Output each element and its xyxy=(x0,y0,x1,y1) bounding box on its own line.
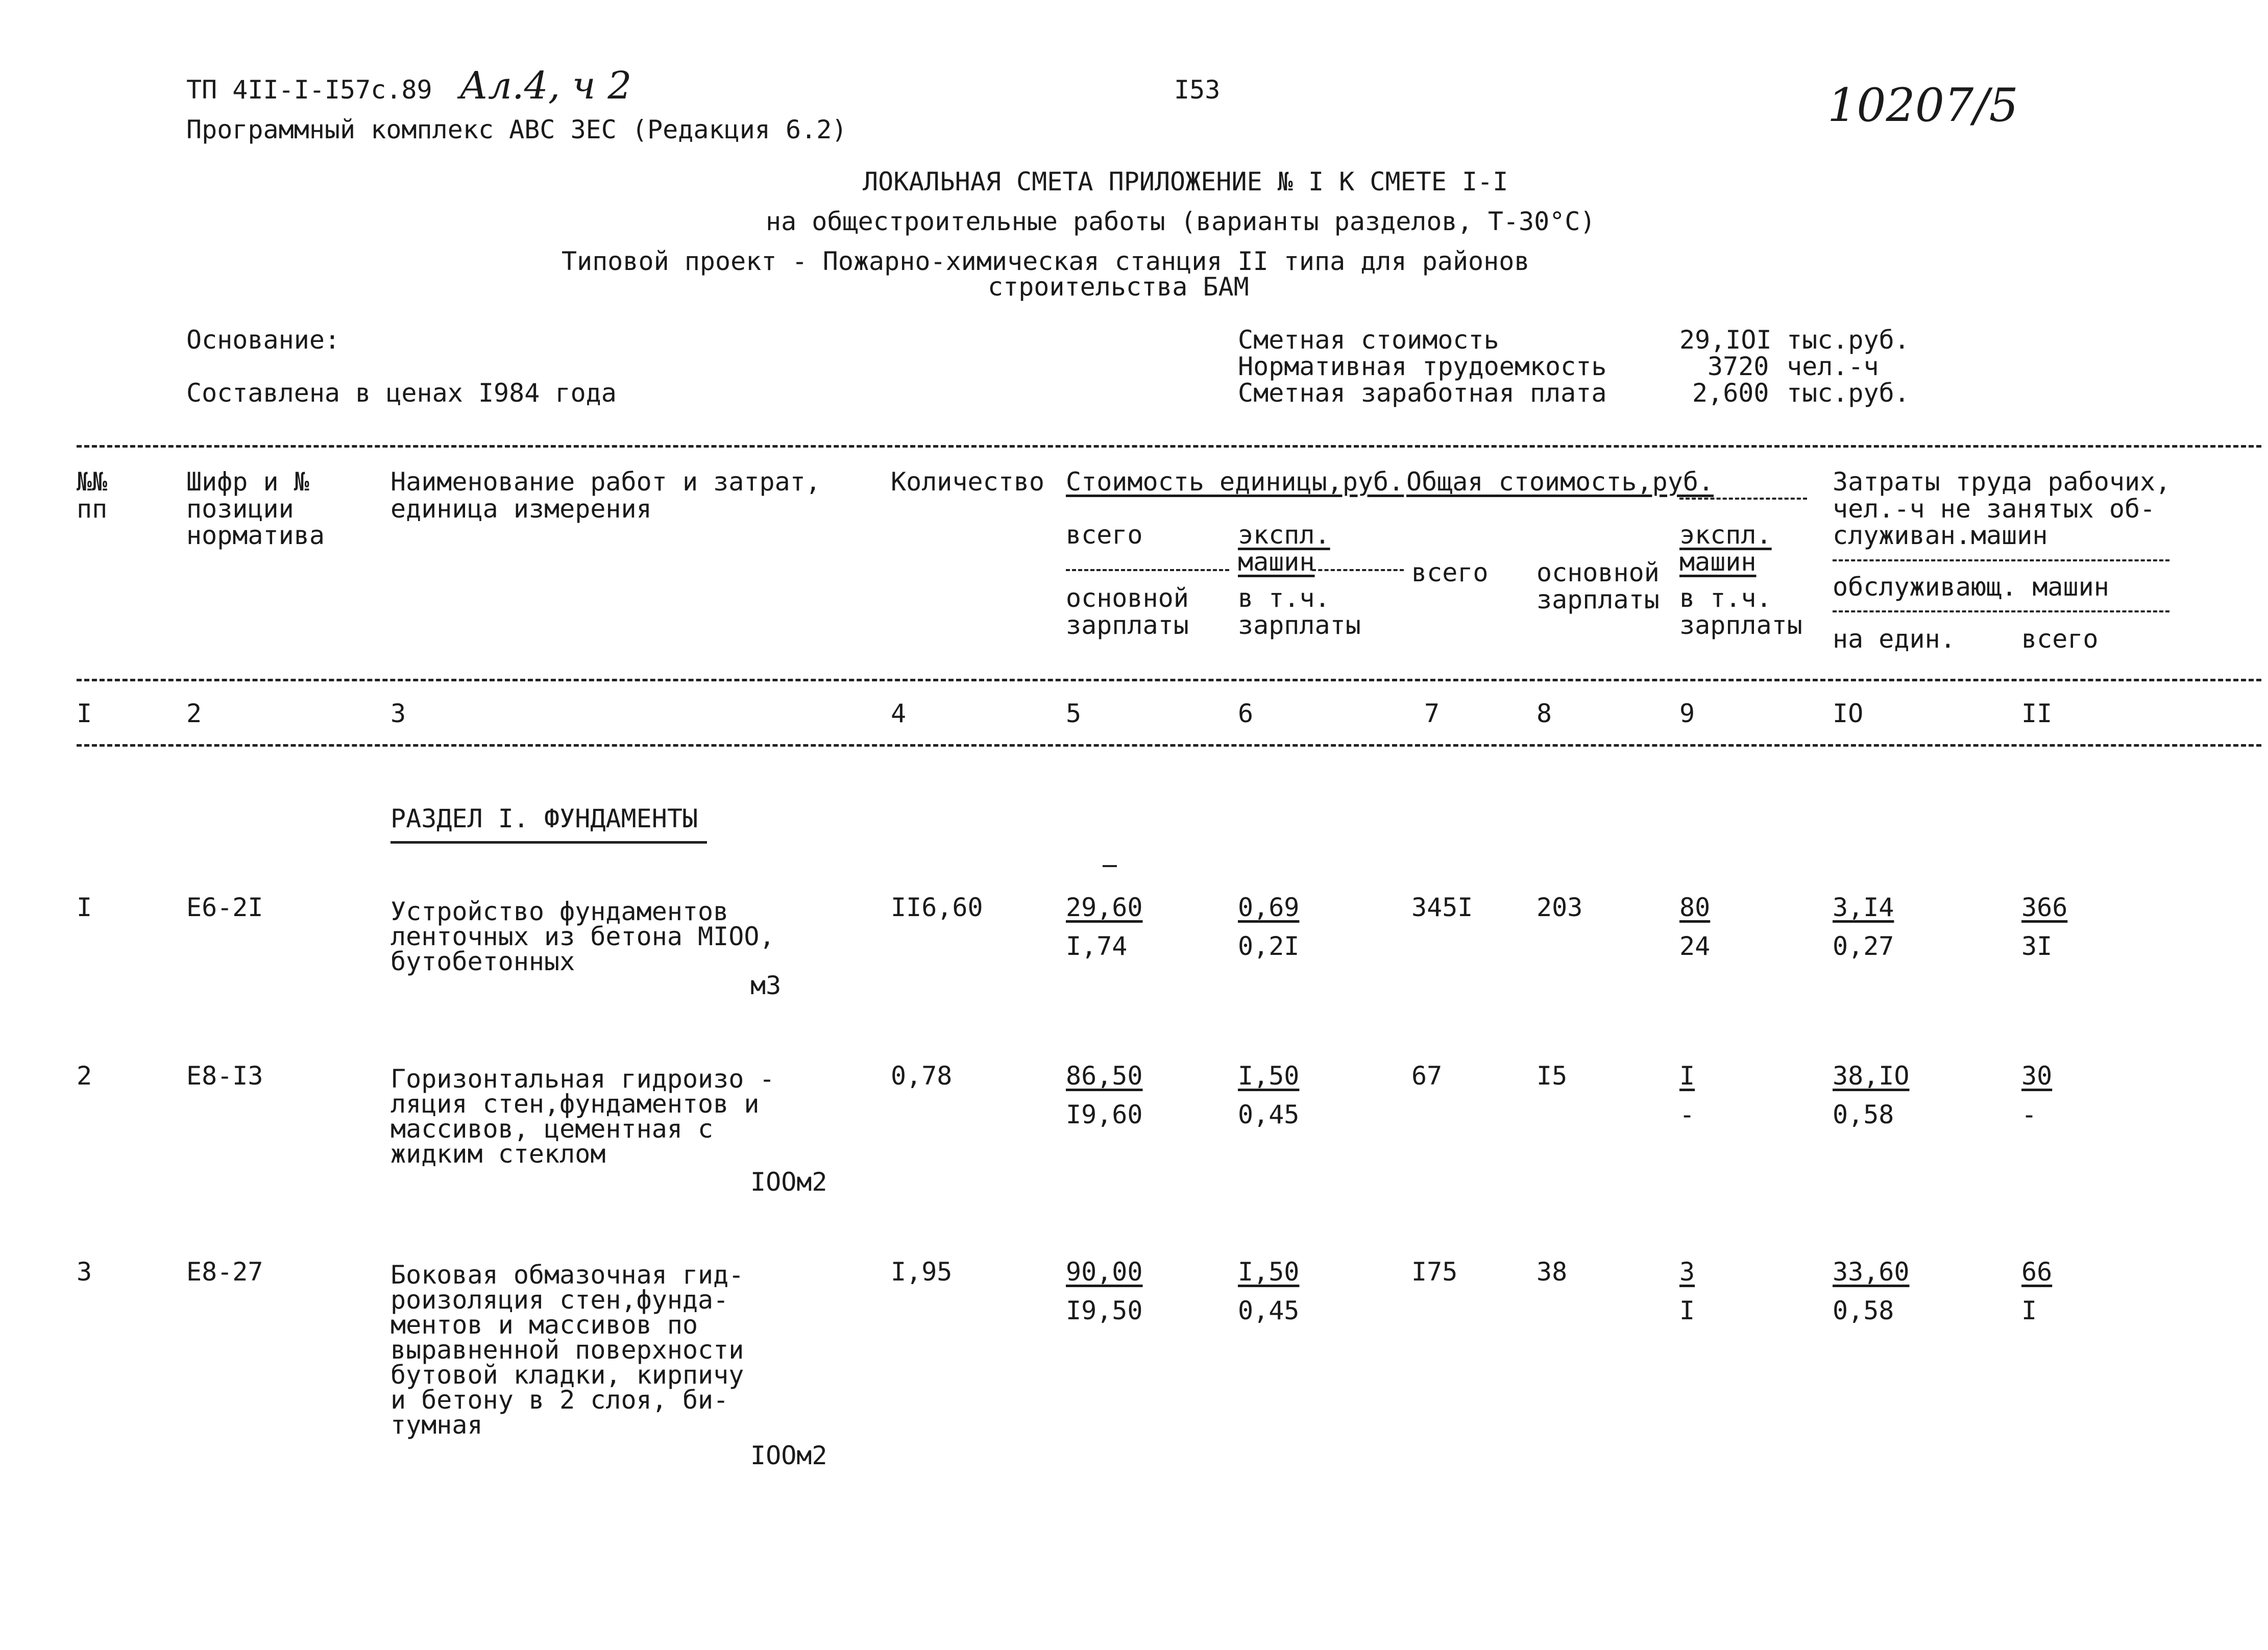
col-header-labor-group: Затраты труда рабочих, чел.-ч не занятых об- служиван.машин xyxy=(1833,467,2171,550)
col-header-number: №№ пп xyxy=(77,467,108,524)
section-title: РАЗДЕЛ I. ФУНДАМЕНТЫ xyxy=(391,804,698,833)
row-labor-total: 366 xyxy=(2021,893,2068,922)
row-code: Е8-I3 xyxy=(186,1061,263,1091)
col-header-11-total: всего xyxy=(2021,624,2099,654)
col-header-code: Шифр и № позиции норматива xyxy=(186,467,325,550)
row-total-wage: 203 xyxy=(1537,893,1583,922)
row-unit-cost-total: 29,60 xyxy=(1066,893,1143,922)
row-unit-cost-wage: I9,50 xyxy=(1066,1296,1143,1325)
row-unit-cost-total: 90,00 xyxy=(1066,1257,1143,1287)
col-header-quantity: Количество xyxy=(891,467,1045,497)
row-quantity: I,95 xyxy=(891,1257,953,1287)
summary-label-wage: Сметная заработная плата xyxy=(1238,378,1607,408)
row-labor-total: 66 xyxy=(2021,1257,2053,1287)
col-header-9-machines: экспл. машин xyxy=(1679,520,1772,577)
row-number: 3 xyxy=(77,1257,92,1287)
col-number: 2 xyxy=(186,699,202,728)
row-labor-total-machines: - xyxy=(2021,1100,2037,1129)
col-number: 8 xyxy=(1537,699,1552,728)
doc-code: ТП 4II-I-I57с.89 xyxy=(186,75,432,105)
row-name: Горизонтальная гидроизо - ляция стен,фундаментов и массивов, цементная с жидким стеклом xyxy=(391,1064,775,1169)
software-line: Программный комплекс АВС 3ЕС (Редакция 6.2) xyxy=(186,115,847,144)
row-total-machines-wage: 24 xyxy=(1679,931,1711,961)
col-header-5-wage: основной зарплаты xyxy=(1066,583,1189,640)
col-number: 7 xyxy=(1424,699,1440,728)
row-labor-total-machines: 3I xyxy=(2021,931,2053,961)
page-number: I53 xyxy=(1174,75,1221,105)
row-total-machines: I xyxy=(1679,1061,1695,1091)
row-number: 2 xyxy=(77,1061,92,1091)
col-header-labor-sub: обслуживающ. машин xyxy=(1833,572,2109,602)
row-total-cost: I75 xyxy=(1411,1257,1458,1287)
col-number: 3 xyxy=(391,699,406,728)
summary-unit-labor: чел.-ч xyxy=(1787,352,1879,381)
row-unit-machines: I,50 xyxy=(1238,1257,1300,1287)
col-header-6-machines: экспл. машин xyxy=(1238,520,1330,577)
row-labor-per-unit-machines: 0,58 xyxy=(1833,1296,1894,1325)
row-unit-machines-wage: 0,45 xyxy=(1238,1296,1300,1325)
handwritten-ref: Ал.4, ч 2 xyxy=(459,64,632,108)
row-unit-machines: I,50 xyxy=(1238,1061,1300,1091)
row-code: Е6-2I xyxy=(186,893,263,922)
row-labor-total: 30 xyxy=(2021,1061,2053,1091)
row-code: Е8-27 xyxy=(186,1257,263,1287)
col-number: 6 xyxy=(1238,699,1254,728)
col-header-5-total: всего xyxy=(1066,520,1143,550)
basis-label: Основание: xyxy=(186,325,340,355)
col-header-unit-cost-group: Стоимость единицы,руб. xyxy=(1066,467,1404,497)
summary-unit-cost: тыс.руб. xyxy=(1787,325,1910,355)
row-total-machines: 80 xyxy=(1679,893,1711,922)
col-number: II xyxy=(2021,699,2053,728)
col-number: 9 xyxy=(1679,699,1695,728)
row-name: Устройство фундаментов ленточных из бетона МIОО, бутобетонных xyxy=(391,897,775,976)
row-labor-per-unit: 3,I4 xyxy=(1833,893,1894,922)
summary-label-cost: Сметная стоимость xyxy=(1238,325,1499,355)
handwritten-number: 10207/5 xyxy=(1827,79,2018,132)
summary-unit-wage: тыс.руб. xyxy=(1787,378,1910,408)
row-unit-machines-wage: 0,45 xyxy=(1238,1100,1300,1129)
header-top-rule xyxy=(77,445,2261,448)
row-quantity: 0,78 xyxy=(891,1061,953,1091)
header-mid-rule xyxy=(77,679,2261,681)
row-total-cost: 345I xyxy=(1411,893,1473,922)
row-labor-per-unit-machines: 0,58 xyxy=(1833,1100,1894,1129)
summary-value-cost: 29,IOI xyxy=(1679,325,1772,355)
row-unit-cost-total: 86,50 xyxy=(1066,1061,1143,1091)
row-unit-cost-wage: I,74 xyxy=(1066,931,1128,961)
col-number: I xyxy=(77,699,92,728)
row-number: I xyxy=(77,893,92,922)
prices-note: Составлена в ценах I984 года xyxy=(186,378,617,408)
title-line-2: на общестроительные работы (варианты разделов, Т-30°С) xyxy=(766,207,1596,236)
row-name: Боковая обмазочная гид- роизоляция стен,фунда- ментов и массивов по выравненной поверхности бутовой кладки, кирпичу и бетону в 2 слоя, би- тумная xyxy=(391,1260,744,1440)
row-unit: IООм2 xyxy=(750,1167,827,1197)
row-unit-cost-wage: I9,60 xyxy=(1066,1100,1143,1129)
col-number: 4 xyxy=(891,699,907,728)
col-header-7-total: всего xyxy=(1411,558,1489,587)
col-number: IO xyxy=(1833,699,1864,728)
col-header-6-wage: в т.ч. зарплаты xyxy=(1238,583,1361,640)
summary-label-labor: Нормативная трудоемкость xyxy=(1238,352,1607,381)
row-total-wage: 38 xyxy=(1537,1257,1568,1287)
title-line-3: Типовой проект - Пожарно-химическая станция II типа для районов xyxy=(562,247,1530,276)
col-header-total-cost-group: Общая стоимость,руб. xyxy=(1406,467,1714,497)
row-unit: IООм2 xyxy=(750,1441,827,1470)
col-number: 5 xyxy=(1066,699,1082,728)
row-total-machines: 3 xyxy=(1679,1257,1695,1287)
row-total-wage: I5 xyxy=(1537,1061,1568,1091)
row-total-machines-wage: I xyxy=(1679,1296,1695,1325)
row-unit-machines: 0,69 xyxy=(1238,893,1300,922)
summary-value-labor: 3720 xyxy=(1708,352,1769,381)
title-line-1: ЛОКАЛЬНАЯ СМЕТА ПРИЛОЖЕНИЕ № I К СМЕТЕ I-I xyxy=(863,167,1508,196)
row-total-cost: 67 xyxy=(1411,1061,1443,1091)
summary-value-wage: 2,600 xyxy=(1692,378,1769,408)
col-header-8-wage: основной зарплаты xyxy=(1537,558,1660,614)
header-bottom-rule xyxy=(77,744,2261,747)
col-header-name: Наименование работ и затрат, единица измерения xyxy=(391,467,821,524)
section-title-underline xyxy=(391,841,707,844)
row-unit-machines-wage: 0,2I xyxy=(1238,931,1300,961)
row-total-machines-wage: - xyxy=(1679,1100,1695,1129)
row-quantity: II6,60 xyxy=(891,893,983,922)
row-labor-per-unit-machines: 0,27 xyxy=(1833,931,1894,961)
title-line-4: строительства БАМ xyxy=(988,272,1249,302)
row-labor-per-unit: 33,60 xyxy=(1833,1257,1910,1287)
row-unit: м3 xyxy=(750,971,782,1000)
row-labor-total-machines: I xyxy=(2021,1296,2037,1325)
col-header-9-wage: в т.ч. зарплаты xyxy=(1679,583,1802,640)
row-labor-per-unit: 38,IO xyxy=(1833,1061,1910,1091)
col-header-10-per-unit: на един. xyxy=(1833,624,1956,654)
